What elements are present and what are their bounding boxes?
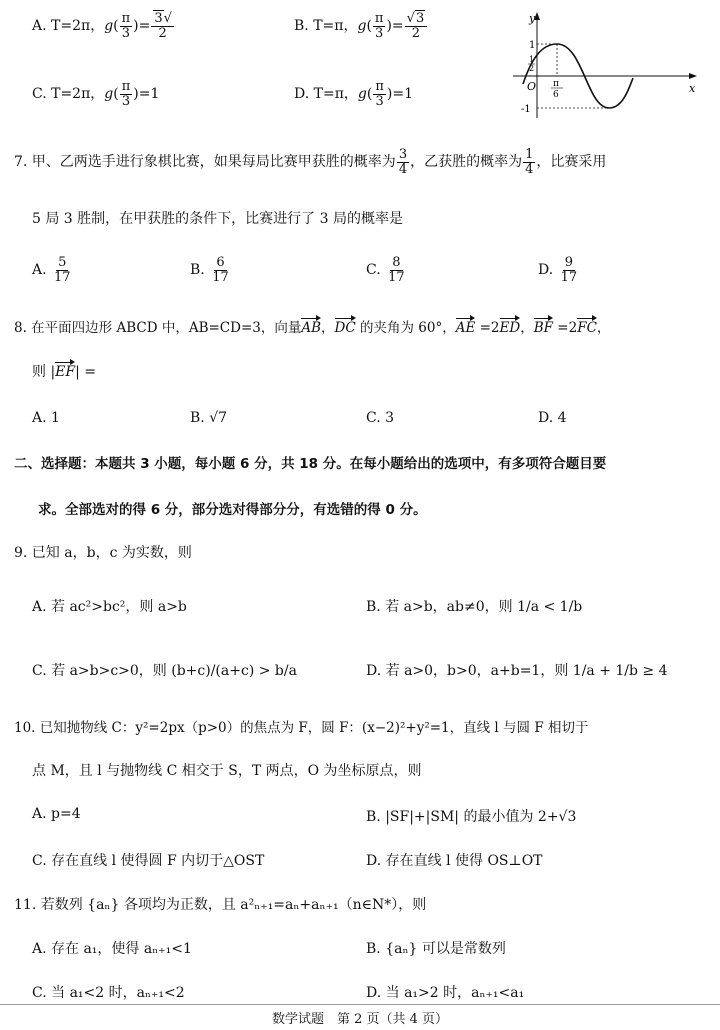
graph-tick-1: 1 [529, 40, 536, 51]
q7-option-c: C. $\frac{8}{17}$ [366, 255, 405, 285]
q9-option-d: D. 若 a>0，b>0，a+b=1，则 1/a + 1/b ≥ 4 [366, 663, 668, 679]
footer-divider [0, 1004, 720, 1005]
q9-option-b: B. 若 a>b，ab≠0，则 1/a < 1/b [366, 599, 583, 615]
svg-text:π: π [553, 79, 559, 89]
q9-option-c: C. 若 a>b>c>0，则 (b+c)/(a+c) > b/a [32, 663, 297, 679]
q11-option-d: D. 当 a₁>2 时，aₙ₊₁<a₁ [366, 985, 525, 1001]
q11-option-b: B. {aₙ} 可以是常数列 [366, 941, 506, 957]
q6-option-b: B. T=π，g( $\frac{\pi}{3}$ )= $\frac{√3}{2}$ [294, 12, 428, 40]
graph-tick-neg1: -1 [521, 104, 531, 115]
q10-stem-line1: 10. 已知抛物线 C：y²=2px（p>0）的焦点为 F，圆 F：(x−2)²+y²=1，直线 l 与圆 F 相切于 [14, 720, 589, 736]
q7-option-a: A. $\frac{5}{17}$ [32, 255, 71, 285]
section2-heading-line2: 求。全部选对的得 6 分，部分选对得部分分，有选错的得 0 分。 [38, 502, 427, 518]
q8-option-b: B. √7 [190, 410, 228, 426]
q10-option-b: B. |SF|+|SM| 的最小值为 2+√3 [366, 809, 577, 825]
q8-stem-line1: 8. 在平面四边形 ABCD 中，AB=CD=3，向量AB，DC 的夹角为 60°，AE =2ED，BF =2FC， [14, 316, 610, 336]
q7-option-b: B. $\frac{6}{17}$ [190, 255, 229, 285]
graph-y-label: y [529, 12, 536, 25]
svg-text:6: 6 [553, 90, 559, 100]
q10-stem-line2: 点 M，且 l 与抛物线 C 相交于 S，T 两点，O 为坐标原点，则 [32, 763, 422, 779]
graph-x-label: x [689, 82, 696, 95]
section2-heading-line1: 二、选择题：本题共 3 小题，每小题 6 分，共 18 分。在每小题给出的选项中，有多项符合题目要 [14, 456, 607, 472]
q10-option-c: C. 存在直线 l 使得圆 F 内切于△OST [32, 853, 265, 869]
q7-option-d: D. $\frac{9}{17}$ [538, 255, 578, 285]
page-footer: 数学试题 第 2 页（共 4 页） [271, 1012, 449, 1027]
svg-text:1: 1 [529, 55, 535, 64]
q10-option-d: D. 存在直线 l 使得 OS⊥OT [366, 853, 543, 869]
q10-option-a: A. p=4 [32, 806, 81, 822]
graph-origin: O [527, 80, 537, 93]
q7-stem-line1: 7. 甲、乙两选手进行象棋比赛，如果每局比赛甲获胜的概率为 $\frac{3}{4}$ ，乙获胜的概率为 $\frac{1}{4}$ ，比赛采用 [14, 147, 607, 177]
q11-option-a: A. 存在 a₁，使得 aₙ₊₁<1 [32, 941, 192, 957]
q9-option-a: A. 若 ac²>bc²，则 a>b [32, 599, 187, 615]
svg-text:2: 2 [529, 64, 535, 73]
q11-stem: 11. 若数列 {aₙ} 各项均为正数，且 a²ₙ₊₁=aₙ+aₙ₊₁（n∈N*），则 [14, 897, 427, 913]
q8-option-d: D. 4 [538, 410, 567, 426]
q8-option-a: A. 1 [32, 410, 60, 426]
q6-option-d: D. T=π，g( $\frac{\pi}{3}$ )=1 [294, 79, 413, 109]
q8-stem-line2: 则 |EF| = [32, 360, 96, 381]
q8-option-c: C. 3 [366, 410, 395, 426]
q6-option-a: A. T=2π，g( $\frac{\pi}{3}$ )= $\frac{3√}{2}$ [32, 11, 172, 41]
q6-option-c: C. T=2π，g( $\frac{\pi}{3}$ )=1 [32, 79, 160, 109]
q11-option-c: C. 当 a₁<2 时，aₙ₊₁<2 [32, 985, 185, 1001]
q9-stem: 9. 已知 a，b，c 为实数，则 [14, 545, 192, 561]
q7-stem-line2: 5 局 3 胜制，在甲获胜的条件下，比赛进行了 3 局的概率是 [32, 211, 403, 227]
q6-sine-graph [505, 8, 705, 120]
